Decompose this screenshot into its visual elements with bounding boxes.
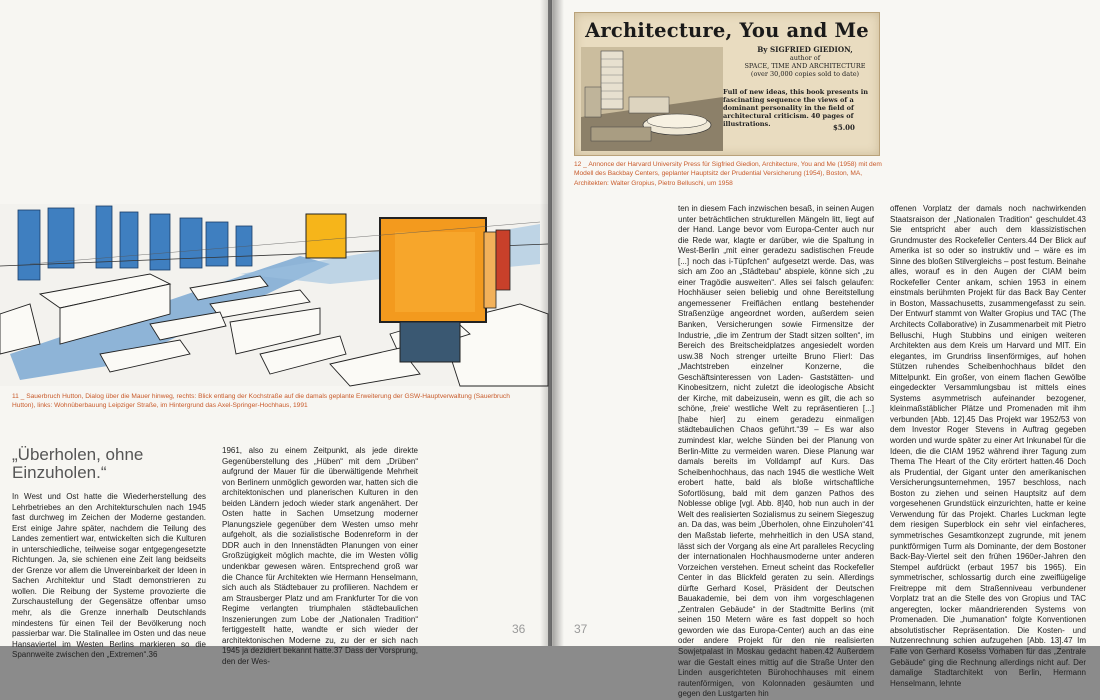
caption-number: 12 _ [574, 161, 587, 168]
left-column-1: In West und Ost hatte die Wiederherstellung des Lehrbetriebes an den Architekturschulen nach 1945 fast durchweg im Zeichen der Moderne gestanden. Erst einige Jahre später, nachdem die Teilung des Landes zementiert war, entwickelten sich die Kulturen in unterschiedliche, teilweise sogar entgegengesetzte Richtungen. Ja, sie schienen eine Zeit lang beidseits der Grenze vor allem die Unvereinbarkeit der Ideen in Sachen Architektur und Stadt demonstrieren zu wollen. Die Reibung der Systeme provozierte die Zurschaustellung der Gegensätze offenbar umso mehr, als die Grenze innerhalb Deutschlands mindestens für einen Teil der Bevölkerung noch passierbar war. Die Stalinallee im Osten und das neue Hansaviertel im Westen Berlins markieren so die Spannweite zwischen den „Extremen“.36 [12, 492, 206, 660]
sketch-illustration [0, 204, 548, 386]
caption-text: Annonce der Harvard University Press für Sigfried Giedion, Architecture, You and Me (1958) mit dem Modell des Backbay Centers, geplanter Hauptsitz der Prudential Versicherung (1954), Boston, MA, Architekten: Walter Gropius, Pietro Belluschi, um 1958 [574, 161, 882, 187]
ad-price: $5.00 [833, 123, 855, 132]
right-column-2: offenen Vorplatz der damals noch nachwirkenden Staatsraison der „Nationalen Tradition“ geschuldet.43 Sie entspricht aber auch dem klassizistischen Grundmuster des Rockefeller Centers.44 Der Blick auf Amerika ist so oder so instruktiv und – wäre es im Sinne des bloßen Stilvergleichs – post festum. Beinahe alles, worauf es in den Augen der CIAM beim Rockefeller Center ankam, schien 1953 in einem einstmals berühmten Projekt für das Back Bay Center in Boston, Massachusetts, zusammengefasst zu sein. Der Entwurf stammt von Walter Gropius und TAC (The Architects Collaborative) in Zusammenarbeit mit Pietro Belluschi, Hugh Stubbins und einigen weiteren Architekten aus dem Kreis um Harvard und MIT. Ein elegantes, im Grundriss linsenförmiges, auf hohen Stützen ruhendes Scheibenhochhaus bildet den Mittelpunkt. Ein großer, von einem flachen Gewölbe eingedeckter Versammlungsbau ist mittels eines Systems asymmetrisch aufeinander bezogener, kleinmaßstäblicher Plätze und Promenaden mit ihm verbunden [Abb. 12].45 Das Projekt war 1952/53 von dem Investor Roger Stevens in Auftrag gegeben worden und wurde später zu einer Art Inkunabel für die Ideen, die die CIAM 1952 während ihrer Tagung zum Thema The Heart of the City erörtert hatten.46 Doch als Prudential, der Gigant unter den amerikanischen Versicherungsunternehmen, 1957 beschloss, nach Boston zu ziehen und seinen Hauptsitz auf dem vorgesehenen Grundstück einzurichten, hatte er keine Verwendung für das Projekt. Charles Luckman legte dem riesigen Superblock ein sehr viel einfacheres, symmetrisches Gesamtkonzept zugrunde, mit jenem punktförmigen Turm als Dominante, der dem Bostoner Back-Bay-Viertel seit den frühen 1960er-Jahren den Stempel aufdrückt (erbaut 1957 bis 1965). Ein symmetrischer, schlossartig durch eine zweiflügelige Freitreppe mit dem Straßenniveau verbundener Vorplatz trat an die Stelle des von Gropius und TAC angeregten, locker mäandrierenden Systems von Promenaden. Die „humanation“ folgte Konventionen absolutistischer Repräsentation. Die Kosten- und Nutzenrechnung schien aufzugehen [Abb. 13].47 Im Falle von Gerhard Koselss Vorhaben für das „Zentrale Gebäude“ ging die Rechnung allerdings nicht auf. Der damalige Stadtarchitekt von Berlin, Hermann Henselmann, lehnte [890, 204, 1086, 688]
section-headline: „Überholen, ohne Einzuholen.“ [12, 445, 144, 482]
ad-body: Full of new ideas, this book presents in fascinating sequence the views of a dominant personality in the field of architectural criticism. 40 pages of illustrations. [723, 88, 868, 128]
figure-12-caption [574, 160, 884, 188]
ad-title: Architecture, You and Me [585, 19, 869, 42]
advertisement-image [574, 12, 880, 156]
caption-text: Sauerbruch Hutton, Dialog über die Mauer hinweg, rechts: Blick entlang der Kochstraße auf die damals geplante Erweiterung der GSW-Hauptverwaltung (Sauerbruch Hutton), links: Wohnüberbauung Leipziger Straße, im Hintergrund das Axel-Springer-Hochhaus, 1991 [12, 393, 510, 410]
ad-book: SPACE, TIME AND ARCHITECTURE [744, 62, 866, 70]
page-number-right: 37 [574, 622, 588, 636]
ad-author: By SIGFRIED GIEDION, [757, 45, 853, 54]
right-page [552, 0, 1100, 699]
ad-byline [735, 46, 875, 78]
caption-number: 11 _ [12, 393, 25, 400]
right-column-1: ten in diesem Fach inzwischen besaß, in seinen Augen unter beträchtlichen strukturellen Mängeln litt, liegt auf der Hand. Lange bevor vom Europa-Center auch nur die Rede war, klagte er darüber, wie die Spaltung in West-Berlin „mit einer geradezu sadistischen Freude [...] noch das i-Tüpfchen“ aufgesetzt werde. Das, was sich am Zoo an „Städtebau“ abspiele, könne sich „zu einer Tragödie ausweiten“. Alles sei falsch gelaufen: Hochhäuser seien beliebig und ohne Bereitstellung angemessener Freiflächen entlang bestehender Straßenzüge angeordnet worden, außerdem seien Banken, Versicherungen sowie Firmensitze der Industrie, „die im Zentrum der Stadt sitzen sollten“, im Bereich des Breitscheidplatzes angesiedelt worden usw.38 Noch strenger urteilte Bruno Flierl: Das „Machtstreben einzelner Konzerne, die Geschäftsinteressen von Laden- Gaststätten- und Kinobesitzern, nicht zuletzt die ideologische Absicht der Kirche, mit dabeizusein, wenn es gilt, die ach so schöne, ‚freie‘ westliche Welt zu repräsentieren [...] [habe hier] zu einem geradezu einmaligen städtebaulichen Chaos geführt.“39 – Es war also zumindest klar, welche Sünden bei der Planung von Berlin-Mitte zu vermeiden waren. Diese Planung war damals bereits im Volldampf auf Kurs. Das Scheibenhochhaus, das nach 1945 die westliche Welt erobert hatte, bald als bloße wirtschaftliche Sofortlösung, bald mit dem ganzen Pathos des Noblesse oblige [vgl. Abb. 8]40, hob nun auch in der Welt des realisierten Sozialismus zu seinem Siegeszug an. Da das, was beim „Überholen, ohne Einzuholen“41 den Maßstab lieferte, mehrheitlich in den USA stand, lässt sich der Vorgang als eine Art paralleles Recycling der internationalen Hochhausmoderne unter anderen Vorzeichen verstehen. Erneut scheint das Rockefeller Center in das Blickfeld geraten zu sein. Allerdings dürfte Gerhard Kosel, Präsident der Deutschen Bauakademie, bei dem von ihm vorgeschlagenen „Zentralen Gebäude“ in der Stadtmitte Berlins (mit seinen 150 Metern wäre es fast doppelt so hoch geworden wie das Europa-Center) auch an das eine oder andere Projekt für den nie realisierten Sowjetpalast in Moskau gedacht haben.42 Außerdem war die Gestalt eines mittig auf die Straße Unter den Linden ausgerichteten Bürohochhauses mit einem rautenförmigen, von Kolonnaden gesäumten und gegen den Lustgarten hin [678, 204, 874, 699]
left-column-2: 1961, also zu einem Zeitpunkt, als jede direkte Gegenüberstellung des „Hüben“ mit dem „Drüben“ aufgrund der Mauer für die überwältigende Mehrheit von Berlinern unmöglich geworden war, hatten sich die architektonischen und planerischen Kulturen in den beiden Ländern jedoch wieder stark angenähert. Der Osten hatte in Sachen Umsetzung moderner Planungsziele gegenüber dem Westen umso mehr aufgeholt, als die sozialistische Bodenreform in der DDR auch in den Innenstädten Planungen von einer Großzügigkeit möglich machte, die im Westen völlig undenkbar gewesen wären. Entsprechend groß war die Chance für Architekten wie Hermann Henselmann, sich auch als Städtebauer zu profilieren. Nachdem er am Strausberger Platz und am Frankfurter Tor die von Regime verlangten triumphalen städtebaulichen Inszenierungen zum Lobe der „Nationalen Tradition“ fertiggestellt hatte, wandte er sich wieder der architektonischen Moderne zu, zu der er sich nach 1945 ja dezidiert bekannt hatte.37 Dass der Vorsprung, den der Wes- [222, 446, 418, 666]
figure-11-caption [12, 392, 530, 411]
left-page [0, 0, 548, 666]
ad-author-of: author of [789, 54, 821, 62]
ad-copies: (over 30,000 copies sold to date) [750, 70, 860, 78]
model-photo [581, 47, 723, 151]
page-number-left: 36 [512, 622, 526, 636]
